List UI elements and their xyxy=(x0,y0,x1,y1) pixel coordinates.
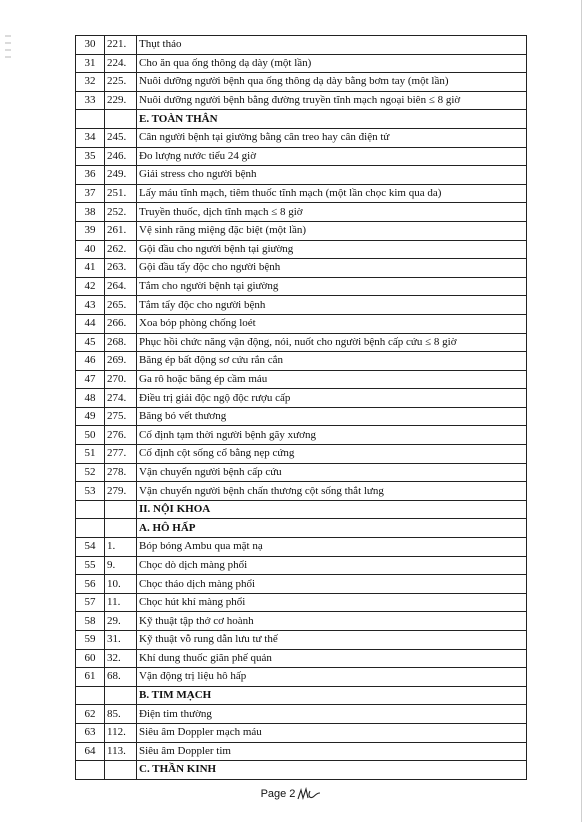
procedure-name-cell: Tắm tẩy độc cho người bệnh xyxy=(137,296,527,315)
section-heading-cell: A. HÔ HẤP xyxy=(137,519,527,538)
table-row xyxy=(76,631,527,650)
procedure-code-cell: 10. xyxy=(105,575,137,594)
table-row xyxy=(76,668,527,687)
row-number-cell xyxy=(76,110,105,129)
procedure-code-cell: 85. xyxy=(105,705,137,724)
table-row xyxy=(76,147,527,166)
procedure-code-cell: 279. xyxy=(105,482,137,501)
table-row xyxy=(76,723,527,742)
procedure-name-cell: Kỹ thuật tập thở cơ hoành xyxy=(137,612,527,631)
row-number-cell: 48 xyxy=(76,389,105,408)
table-row xyxy=(76,742,527,761)
row-number-cell: 40 xyxy=(76,240,105,259)
procedure-table xyxy=(75,35,527,780)
section-row xyxy=(76,500,527,519)
row-number-cell: 56 xyxy=(76,575,105,594)
row-number-cell: 30 xyxy=(76,36,105,55)
table-row xyxy=(76,128,527,147)
procedure-code-cell: 11. xyxy=(105,593,137,612)
procedure-name-cell: Chọc hút khí màng phổi xyxy=(137,593,527,612)
procedure-code-cell: 274. xyxy=(105,389,137,408)
table-row xyxy=(76,538,527,557)
row-number-cell: 49 xyxy=(76,407,105,426)
procedure-name-cell: Ga rô hoặc băng ép cầm máu xyxy=(137,370,527,389)
row-number-cell: 55 xyxy=(76,556,105,575)
procedure-name-cell: Nuôi dưỡng người bệnh bằng đường truyền tĩnh mạch ngoại biên ≤ 8 giờ xyxy=(137,91,527,110)
section-row xyxy=(76,110,527,129)
procedure-name-cell: Vận chuyển người bệnh chấn thương cột sống thắt lưng xyxy=(137,482,527,501)
procedure-code-cell: 266. xyxy=(105,314,137,333)
table-row xyxy=(76,203,527,222)
procedure-code-cell: 277. xyxy=(105,445,137,464)
row-number-cell: 46 xyxy=(76,352,105,371)
row-number-cell: 37 xyxy=(76,184,105,203)
row-number-cell: 45 xyxy=(76,333,105,352)
row-number-cell xyxy=(76,686,105,705)
row-number-cell: 39 xyxy=(76,221,105,240)
table-row xyxy=(76,36,527,55)
row-number-cell: 36 xyxy=(76,166,105,185)
procedure-code-cell: 261. xyxy=(105,221,137,240)
table-row xyxy=(76,184,527,203)
procedure-code-cell xyxy=(105,519,137,538)
row-number-cell: 50 xyxy=(76,426,105,445)
page-edge xyxy=(581,0,582,822)
row-number-cell: 34 xyxy=(76,128,105,147)
table-row xyxy=(76,463,527,482)
procedure-code-cell: 263. xyxy=(105,259,137,278)
row-number-cell: 53 xyxy=(76,482,105,501)
section-heading-cell: II. NỘI KHOA xyxy=(137,500,527,519)
scan-artifact xyxy=(3,30,13,90)
procedure-code-cell: 278. xyxy=(105,463,137,482)
procedure-name-cell: Thụt tháo xyxy=(137,36,527,55)
row-number-cell xyxy=(76,500,105,519)
procedure-code-cell: 246. xyxy=(105,147,137,166)
procedure-name-cell: Gội đầu cho người bệnh tại giường xyxy=(137,240,527,259)
procedure-code-cell: 251. xyxy=(105,184,137,203)
table-row xyxy=(76,389,527,408)
section-heading-cell: E. TOÀN THÂN xyxy=(137,110,527,129)
table-row xyxy=(76,370,527,389)
table-row xyxy=(76,166,527,185)
procedure-name-cell: Đo lượng nước tiểu 24 giờ xyxy=(137,147,527,166)
section-row xyxy=(76,686,527,705)
procedure-code-cell: 9. xyxy=(105,556,137,575)
procedure-code-cell: 68. xyxy=(105,668,137,687)
procedure-name-cell: Cân người bệnh tại giường bằng cân treo hay cân điện tử xyxy=(137,128,527,147)
procedure-code-cell xyxy=(105,761,137,780)
procedure-code-cell: 229. xyxy=(105,91,137,110)
row-number-cell xyxy=(76,519,105,538)
procedure-code-cell: 225. xyxy=(105,73,137,92)
procedure-name-cell: Xoa bóp phòng chống loét xyxy=(137,314,527,333)
table-row xyxy=(76,612,527,631)
procedure-code-cell: 113. xyxy=(105,742,137,761)
table-row xyxy=(76,277,527,296)
procedure-name-cell: Phục hồi chức năng vận động, nói, nuốt cho người bệnh cấp cứu ≤ 8 giờ xyxy=(137,333,527,352)
procedure-code-cell: 245. xyxy=(105,128,137,147)
row-number-cell xyxy=(76,761,105,780)
row-number-cell: 44 xyxy=(76,314,105,333)
procedure-name-cell: Lấy máu tĩnh mạch, tiêm thuốc tĩnh mạch (một lần chọc kim qua da) xyxy=(137,184,527,203)
procedure-name-cell: Nuôi dưỡng người bệnh qua ống thông dạ dày bằng bơm tay (một lần) xyxy=(137,73,527,92)
procedure-code-cell: 1. xyxy=(105,538,137,557)
section-row xyxy=(76,519,527,538)
procedure-code-cell: 270. xyxy=(105,370,137,389)
procedure-code-cell: 276. xyxy=(105,426,137,445)
table-row xyxy=(76,240,527,259)
procedure-name-cell: Kỹ thuật vỗ rung dẫn lưu tư thế xyxy=(137,631,527,650)
procedure-name-cell: Vận chuyển người bệnh cấp cứu xyxy=(137,463,527,482)
procedure-code-cell: 249. xyxy=(105,166,137,185)
row-number-cell: 57 xyxy=(76,593,105,612)
procedure-code-cell: 269. xyxy=(105,352,137,371)
table-row xyxy=(76,221,527,240)
row-number-cell: 62 xyxy=(76,705,105,724)
row-number-cell: 32 xyxy=(76,73,105,92)
procedure-name-cell: Điện tim thường xyxy=(137,705,527,724)
procedure-code-cell xyxy=(105,500,137,519)
section-row xyxy=(76,761,527,780)
row-number-cell: 47 xyxy=(76,370,105,389)
row-number-cell: 31 xyxy=(76,54,105,73)
procedure-code-cell: 224. xyxy=(105,54,137,73)
initials-signature xyxy=(296,787,322,801)
row-number-cell: 42 xyxy=(76,277,105,296)
row-number-cell: 35 xyxy=(76,147,105,166)
procedure-name-cell: Băng bó vết thương xyxy=(137,407,527,426)
procedure-name-cell: Gội đầu tẩy độc cho người bệnh xyxy=(137,259,527,278)
procedure-code-cell: 264. xyxy=(105,277,137,296)
table-row xyxy=(76,91,527,110)
procedure-code-cell xyxy=(105,110,137,129)
procedure-code-cell: 32. xyxy=(105,649,137,668)
table-row xyxy=(76,333,527,352)
procedure-code-cell: 112. xyxy=(105,723,137,742)
row-number-cell: 38 xyxy=(76,203,105,222)
procedure-code-cell: 265. xyxy=(105,296,137,315)
table-row xyxy=(76,705,527,724)
table-row xyxy=(76,296,527,315)
table-row xyxy=(76,593,527,612)
table-row xyxy=(76,73,527,92)
procedure-code-cell: 252. xyxy=(105,203,137,222)
row-number-cell: 51 xyxy=(76,445,105,464)
procedure-code-cell: 31. xyxy=(105,631,137,650)
procedure-name-cell: Truyền thuốc, dịch tĩnh mạch ≤ 8 giờ xyxy=(137,203,527,222)
procedure-name-cell: Khí dung thuốc giãn phế quản xyxy=(137,649,527,668)
row-number-cell: 43 xyxy=(76,296,105,315)
table-row xyxy=(76,445,527,464)
procedure-code-cell xyxy=(105,686,137,705)
procedure-name-cell: Tắm cho người bệnh tại giường xyxy=(137,277,527,296)
section-heading-cell: B. TIM MẠCH xyxy=(137,686,527,705)
procedure-name-cell: Cố định tạm thời người bệnh gãy xương xyxy=(137,426,527,445)
row-number-cell: 61 xyxy=(76,668,105,687)
page-footer xyxy=(0,787,583,801)
row-number-cell: 54 xyxy=(76,538,105,557)
procedure-name-cell: Điều trị giải độc ngộ độc rượu cấp xyxy=(137,389,527,408)
procedure-name-cell: Vệ sinh răng miệng đặc biệt (một lần) xyxy=(137,221,527,240)
procedure-name-cell: Cho ăn qua ống thông dạ dày (một lần) xyxy=(137,54,527,73)
procedure-name-cell: Vận động trị liệu hô hấp xyxy=(137,668,527,687)
row-number-cell: 52 xyxy=(76,463,105,482)
row-number-cell: 33 xyxy=(76,91,105,110)
procedure-name-cell: Cố định cột sống cổ bằng nẹp cứng xyxy=(137,445,527,464)
table-row xyxy=(76,649,527,668)
procedure-code-cell: 275. xyxy=(105,407,137,426)
procedure-name-cell: Siêu âm Doppler tim xyxy=(137,742,527,761)
procedure-name-cell: Giải stress cho người bệnh xyxy=(137,166,527,185)
table-row xyxy=(76,482,527,501)
row-number-cell: 63 xyxy=(76,723,105,742)
table-row xyxy=(76,407,527,426)
procedure-name-cell: Siêu âm Doppler mạch máu xyxy=(137,723,527,742)
procedure-name-cell: Chọc tháo dịch màng phổi xyxy=(137,575,527,594)
page-number: Page 2 xyxy=(260,787,296,800)
procedure-code-cell: 221. xyxy=(105,36,137,55)
row-number-cell: 41 xyxy=(76,259,105,278)
procedure-name-cell: Băng ép bất động sơ cứu rắn cắn xyxy=(137,352,527,371)
row-number-cell: 60 xyxy=(76,649,105,668)
table-row xyxy=(76,314,527,333)
table-row xyxy=(76,556,527,575)
table-row xyxy=(76,426,527,445)
row-number-cell: 58 xyxy=(76,612,105,631)
procedure-code-cell: 29. xyxy=(105,612,137,631)
section-heading-cell: C. THẦN KINH xyxy=(137,761,527,780)
table-row xyxy=(76,575,527,594)
row-number-cell: 59 xyxy=(76,631,105,650)
procedure-code-cell: 262. xyxy=(105,240,137,259)
table-row xyxy=(76,259,527,278)
procedure-table-body xyxy=(76,36,527,780)
procedure-name-cell: Chọc dò dịch màng phổi xyxy=(137,556,527,575)
table-row xyxy=(76,54,527,73)
procedure-code-cell: 268. xyxy=(105,333,137,352)
row-number-cell: 64 xyxy=(76,742,105,761)
table-row xyxy=(76,352,527,371)
procedure-name-cell: Bóp bóng Ambu qua mặt nạ xyxy=(137,538,527,557)
